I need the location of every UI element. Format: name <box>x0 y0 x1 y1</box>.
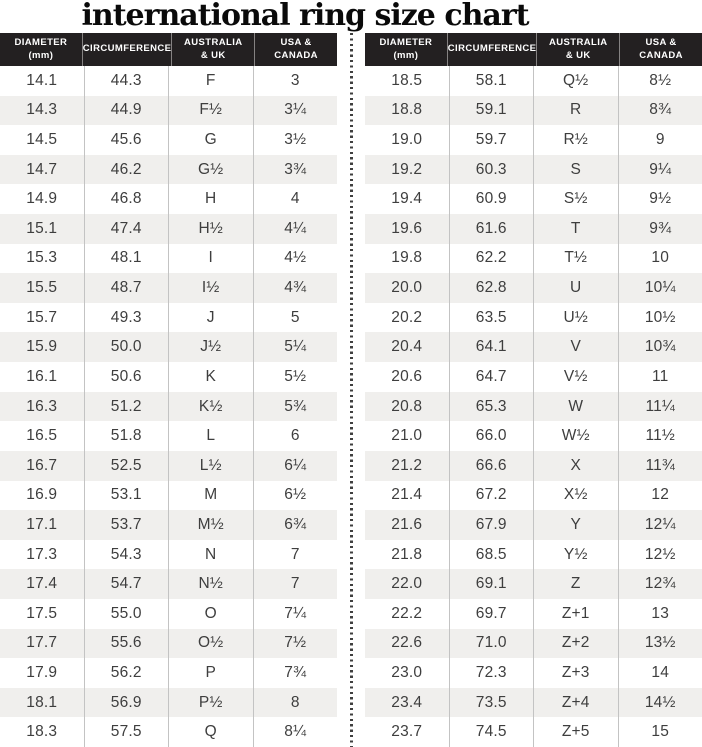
table-row <box>365 510 702 540</box>
cell-circumference: 48.7 <box>84 273 169 303</box>
table-row <box>0 214 337 244</box>
cell-diameter: 19.4 <box>391 190 423 208</box>
cell-usa-canada: 14 <box>618 658 702 688</box>
cell-australia-uk: H <box>168 184 253 214</box>
cell-circumference: 54.7 <box>84 569 169 599</box>
table-body-left <box>0 66 337 747</box>
cell-usa-canada: 3¾ <box>253 155 338 185</box>
table-row <box>0 540 337 570</box>
cell-usa-canada: 5¼ <box>253 332 338 362</box>
cell-diameter: 17.4 <box>26 575 58 593</box>
cell-australia-uk: M <box>168 481 253 511</box>
cell-circumference: 58.1 <box>449 66 534 96</box>
table-row <box>0 629 337 659</box>
cell-diameter: 15.5 <box>26 279 58 297</box>
cell-diameter: 16.7 <box>26 456 58 474</box>
cell-diameter: 14.3 <box>26 101 58 119</box>
cell-circumference: 44.3 <box>84 66 169 96</box>
cell-australia-uk: V <box>533 332 618 362</box>
table-row <box>0 717 337 747</box>
column-header-diameter <box>365 33 447 66</box>
cell-usa-canada: 12½ <box>618 540 702 570</box>
cell-australia-uk: S <box>533 155 618 185</box>
table-row <box>365 362 702 392</box>
cell-australia-uk: Z+2 <box>533 629 618 659</box>
ring-size-table-left <box>0 33 337 747</box>
table-row <box>365 599 702 629</box>
cell-circumference: 62.2 <box>449 244 534 274</box>
cell-diameter: 23.4 <box>391 693 423 711</box>
cell-australia-uk: W½ <box>533 421 618 451</box>
column-header-line: CIRCUMFERENCE <box>82 43 172 55</box>
cell-usa-canada: 12¾ <box>618 569 702 599</box>
cell-usa-canada: 8¾ <box>618 96 702 126</box>
cell-australia-uk: K½ <box>168 392 253 422</box>
cell-australia-uk: I½ <box>168 273 253 303</box>
cell-usa-canada: 8½ <box>618 66 702 96</box>
table-row <box>0 599 337 629</box>
cell-australia-uk: L½ <box>168 451 253 481</box>
cell-australia-uk: U½ <box>533 303 618 333</box>
cell-australia-uk: Y½ <box>533 540 618 570</box>
cell-diameter: 22.6 <box>391 634 423 652</box>
table-row <box>0 451 337 481</box>
cell-australia-uk: Z+1 <box>533 599 618 629</box>
dotted-divider <box>337 33 365 747</box>
table-row <box>365 155 702 185</box>
column-header-usa-canada <box>254 33 337 66</box>
cell-circumference: 72.3 <box>449 658 534 688</box>
cell-circumference: 61.6 <box>449 214 534 244</box>
cell-usa-canada: 11¼ <box>618 392 702 422</box>
cell-usa-canada: 7 <box>253 540 338 570</box>
cell-australia-uk: N½ <box>168 569 253 599</box>
cell-diameter: 18.3 <box>26 723 58 741</box>
cell-diameter: 20.6 <box>391 367 423 385</box>
table-row <box>0 66 337 96</box>
cell-circumference: 65.3 <box>449 392 534 422</box>
cell-usa-canada: 3 <box>253 66 338 96</box>
cell-australia-uk: R <box>533 96 618 126</box>
cell-diameter: 20.8 <box>391 397 423 415</box>
cell-usa-canada: 7½ <box>253 629 338 659</box>
cell-australia-uk: L <box>168 421 253 451</box>
cell-diameter: 20.0 <box>391 279 423 297</box>
cell-diameter: 21.0 <box>391 427 423 445</box>
cell-diameter: 19.0 <box>391 131 423 149</box>
cell-australia-uk: O <box>168 599 253 629</box>
cell-australia-uk: W <box>533 392 618 422</box>
cell-circumference: 55.0 <box>84 599 169 629</box>
cell-australia-uk: V½ <box>533 362 618 392</box>
table-row <box>365 569 702 599</box>
table-row <box>0 303 337 333</box>
cell-usa-canada: 9¼ <box>618 155 702 185</box>
cell-circumference: 67.2 <box>449 481 534 511</box>
cell-diameter: 17.5 <box>26 604 58 622</box>
column-header-line: USA & <box>280 36 312 48</box>
cell-usa-canada: 12¼ <box>618 510 702 540</box>
cell-circumference: 57.5 <box>84 717 169 747</box>
table-row <box>365 688 702 718</box>
table-row <box>365 303 702 333</box>
cell-circumference: 53.1 <box>84 481 169 511</box>
cell-diameter: 14.1 <box>26 71 58 89</box>
cell-australia-uk: K <box>168 362 253 392</box>
column-header-line: (mm) <box>28 49 54 61</box>
table-row <box>365 481 702 511</box>
cell-australia-uk: U <box>533 273 618 303</box>
cell-australia-uk: N <box>168 540 253 570</box>
cell-circumference: 64.1 <box>449 332 534 362</box>
cell-circumference: 50.0 <box>84 332 169 362</box>
table-row <box>0 273 337 303</box>
cell-diameter: 21.6 <box>391 515 423 533</box>
cell-circumference: 69.7 <box>449 599 534 629</box>
cell-diameter: 20.4 <box>391 338 423 356</box>
table-row <box>0 362 337 392</box>
cell-usa-canada: 10¼ <box>618 273 702 303</box>
table-row <box>0 481 337 511</box>
cell-usa-canada: 11½ <box>618 421 702 451</box>
cell-australia-uk: T <box>533 214 618 244</box>
cell-australia-uk: J <box>168 303 253 333</box>
cell-usa-canada: 8 <box>253 688 338 718</box>
cell-circumference: 59.7 <box>449 125 534 155</box>
cell-diameter: 20.2 <box>391 308 423 326</box>
cell-diameter: 14.5 <box>26 131 58 149</box>
cell-usa-canada: 4¼ <box>253 214 338 244</box>
table-row <box>0 244 337 274</box>
table-row <box>0 125 337 155</box>
cell-circumference: 62.8 <box>449 273 534 303</box>
cell-diameter: 16.1 <box>26 367 58 385</box>
cell-australia-uk: J½ <box>168 332 253 362</box>
cell-australia-uk: P½ <box>168 688 253 718</box>
cell-australia-uk: G½ <box>168 155 253 185</box>
cell-circumference: 51.8 <box>84 421 169 451</box>
column-header-line: CIRCUMFERENCE <box>447 43 537 55</box>
cell-usa-canada: 5½ <box>253 362 338 392</box>
cell-usa-canada: 12 <box>618 481 702 511</box>
cell-diameter: 18.8 <box>391 101 423 119</box>
cell-usa-canada: 6¾ <box>253 510 338 540</box>
cell-usa-canada: 10½ <box>618 303 702 333</box>
cell-circumference: 68.5 <box>449 540 534 570</box>
table-row <box>0 510 337 540</box>
cell-usa-canada: 6¼ <box>253 451 338 481</box>
cell-usa-canada: 6 <box>253 421 338 451</box>
cell-australia-uk: F½ <box>168 96 253 126</box>
cell-diameter: 21.2 <box>391 456 423 474</box>
cell-australia-uk: Z+4 <box>533 688 618 718</box>
cell-circumference: 59.1 <box>449 96 534 126</box>
table-row <box>365 214 702 244</box>
cell-circumference: 46.8 <box>84 184 169 214</box>
column-header-line: AUSTRALIA <box>549 36 608 48</box>
column-header-line: & UK <box>200 49 226 61</box>
cell-usa-canada: 13½ <box>618 629 702 659</box>
table-row <box>365 717 702 747</box>
cell-circumference: 47.4 <box>84 214 169 244</box>
cell-usa-canada: 7 <box>253 569 338 599</box>
cell-australia-uk: Q½ <box>533 66 618 96</box>
table-row <box>365 392 702 422</box>
column-header-australia-uk <box>171 33 254 66</box>
table-row <box>365 629 702 659</box>
cell-usa-canada: 15 <box>618 717 702 747</box>
cell-diameter: 16.5 <box>26 427 58 445</box>
cell-circumference: 51.2 <box>84 392 169 422</box>
cell-diameter: 22.2 <box>391 604 423 622</box>
table-row <box>365 421 702 451</box>
column-header-line: AUSTRALIA <box>184 36 243 48</box>
table-row <box>365 273 702 303</box>
cell-circumference: 54.3 <box>84 540 169 570</box>
cell-australia-uk: X <box>533 451 618 481</box>
cell-australia-uk: H½ <box>168 214 253 244</box>
cell-diameter: 21.8 <box>391 545 423 563</box>
table-row <box>365 184 702 214</box>
cell-diameter: 15.3 <box>26 249 58 267</box>
cell-circumference: 67.9 <box>449 510 534 540</box>
cell-diameter: 17.9 <box>26 663 58 681</box>
cell-usa-canada: 10¾ <box>618 332 702 362</box>
cell-circumference: 73.5 <box>449 688 534 718</box>
cell-diameter: 17.7 <box>26 634 58 652</box>
cell-diameter: 23.7 <box>391 723 423 741</box>
cell-usa-canada: 10 <box>618 244 702 274</box>
cell-australia-uk: Y <box>533 510 618 540</box>
cell-usa-canada: 14½ <box>618 688 702 718</box>
cell-usa-canada: 4½ <box>253 244 338 274</box>
cell-usa-canada: 11¾ <box>618 451 702 481</box>
cell-circumference: 46.2 <box>84 155 169 185</box>
cell-diameter: 23.0 <box>391 663 423 681</box>
cell-australia-uk: R½ <box>533 125 618 155</box>
table-row <box>365 66 702 96</box>
cell-australia-uk: F <box>168 66 253 96</box>
cell-usa-canada: 3¼ <box>253 96 338 126</box>
cell-diameter: 15.7 <box>26 308 58 326</box>
cell-usa-canada: 9 <box>618 125 702 155</box>
table-row <box>0 184 337 214</box>
cell-circumference: 52.5 <box>84 451 169 481</box>
cell-circumference: 56.2 <box>84 658 169 688</box>
cell-usa-canada: 6½ <box>253 481 338 511</box>
cell-circumference: 55.6 <box>84 629 169 659</box>
cell-circumference: 48.1 <box>84 244 169 274</box>
cell-australia-uk: M½ <box>168 510 253 540</box>
cell-usa-canada: 3½ <box>253 125 338 155</box>
column-header-line: & UK <box>565 49 591 61</box>
column-header-usa-canada <box>619 33 702 66</box>
cell-circumference: 49.3 <box>84 303 169 333</box>
page-title: international ring size chart <box>81 0 529 33</box>
cell-circumference: 45.6 <box>84 125 169 155</box>
table-row <box>365 96 702 126</box>
column-header-line: USA & <box>645 36 677 48</box>
cell-australia-uk: P <box>168 658 253 688</box>
cell-circumference: 53.7 <box>84 510 169 540</box>
cell-australia-uk: Z <box>533 569 618 599</box>
cell-usa-canada: 5 <box>253 303 338 333</box>
column-header-line: (mm) <box>393 49 419 61</box>
cell-diameter: 17.1 <box>26 515 58 533</box>
cell-australia-uk: Z+3 <box>533 658 618 688</box>
cell-circumference: 60.3 <box>449 155 534 185</box>
table-row <box>0 332 337 362</box>
table-body-right <box>365 66 702 747</box>
cell-circumference: 71.0 <box>449 629 534 659</box>
cell-diameter: 19.6 <box>391 219 423 237</box>
cell-diameter: 17.3 <box>26 545 58 563</box>
cell-australia-uk: X½ <box>533 481 618 511</box>
cell-australia-uk: G <box>168 125 253 155</box>
table-row <box>0 421 337 451</box>
cell-usa-canada: 5¾ <box>253 392 338 422</box>
tables-container <box>0 33 702 747</box>
cell-circumference: 44.9 <box>84 96 169 126</box>
cell-usa-canada: 8¼ <box>253 717 338 747</box>
table-row <box>365 332 702 362</box>
cell-diameter: 18.5 <box>391 71 423 89</box>
table-row <box>365 451 702 481</box>
column-header-line: CANADA <box>639 49 683 61</box>
table-row <box>0 96 337 126</box>
table-row <box>0 392 337 422</box>
cell-australia-uk: Z+5 <box>533 717 618 747</box>
column-header-australia-uk <box>536 33 619 66</box>
cell-usa-canada: 7¼ <box>253 599 338 629</box>
column-header-circumference <box>447 33 537 66</box>
cell-diameter: 19.8 <box>391 249 423 267</box>
cell-circumference: 74.5 <box>449 717 534 747</box>
cell-circumference: 64.7 <box>449 362 534 392</box>
table-row <box>0 688 337 718</box>
cell-australia-uk: Q <box>168 717 253 747</box>
cell-usa-canada: 7¾ <box>253 658 338 688</box>
table-header-left <box>0 33 337 66</box>
cell-diameter: 22.0 <box>391 575 423 593</box>
cell-diameter: 16.3 <box>26 397 58 415</box>
column-header-line: DIAMETER <box>14 36 68 48</box>
table-row <box>365 658 702 688</box>
cell-diameter: 14.9 <box>26 190 58 208</box>
table-row <box>365 244 702 274</box>
cell-usa-canada: 4 <box>253 184 338 214</box>
cell-circumference: 63.5 <box>449 303 534 333</box>
table-row <box>0 569 337 599</box>
column-header-circumference <box>82 33 172 66</box>
cell-circumference: 56.9 <box>84 688 169 718</box>
cell-circumference: 69.1 <box>449 569 534 599</box>
dotted-divider-line <box>350 33 353 747</box>
cell-circumference: 60.9 <box>449 184 534 214</box>
table-row <box>365 540 702 570</box>
cell-usa-canada: 11 <box>618 362 702 392</box>
cell-circumference: 66.6 <box>449 451 534 481</box>
cell-australia-uk: S½ <box>533 184 618 214</box>
ring-size-table-right <box>365 33 702 747</box>
cell-diameter: 19.2 <box>391 160 423 178</box>
column-header-diameter <box>0 33 82 66</box>
cell-australia-uk: I <box>168 244 253 274</box>
cell-diameter: 18.1 <box>26 693 58 711</box>
cell-diameter: 16.9 <box>26 486 58 504</box>
cell-usa-canada: 4¾ <box>253 273 338 303</box>
cell-circumference: 66.0 <box>449 421 534 451</box>
cell-diameter: 15.9 <box>26 338 58 356</box>
cell-diameter: 21.4 <box>391 486 423 504</box>
table-row <box>0 155 337 185</box>
cell-australia-uk: T½ <box>533 244 618 274</box>
cell-diameter: 14.7 <box>26 160 58 178</box>
cell-usa-canada: 9¾ <box>618 214 702 244</box>
column-header-line: CANADA <box>274 49 318 61</box>
cell-circumference: 50.6 <box>84 362 169 392</box>
table-row <box>365 125 702 155</box>
table-row <box>0 658 337 688</box>
cell-diameter: 15.1 <box>26 219 58 237</box>
column-header-line: DIAMETER <box>379 36 433 48</box>
cell-australia-uk: O½ <box>168 629 253 659</box>
cell-usa-canada: 9½ <box>618 184 702 214</box>
table-header-right <box>365 33 702 66</box>
cell-usa-canada: 13 <box>618 599 702 629</box>
